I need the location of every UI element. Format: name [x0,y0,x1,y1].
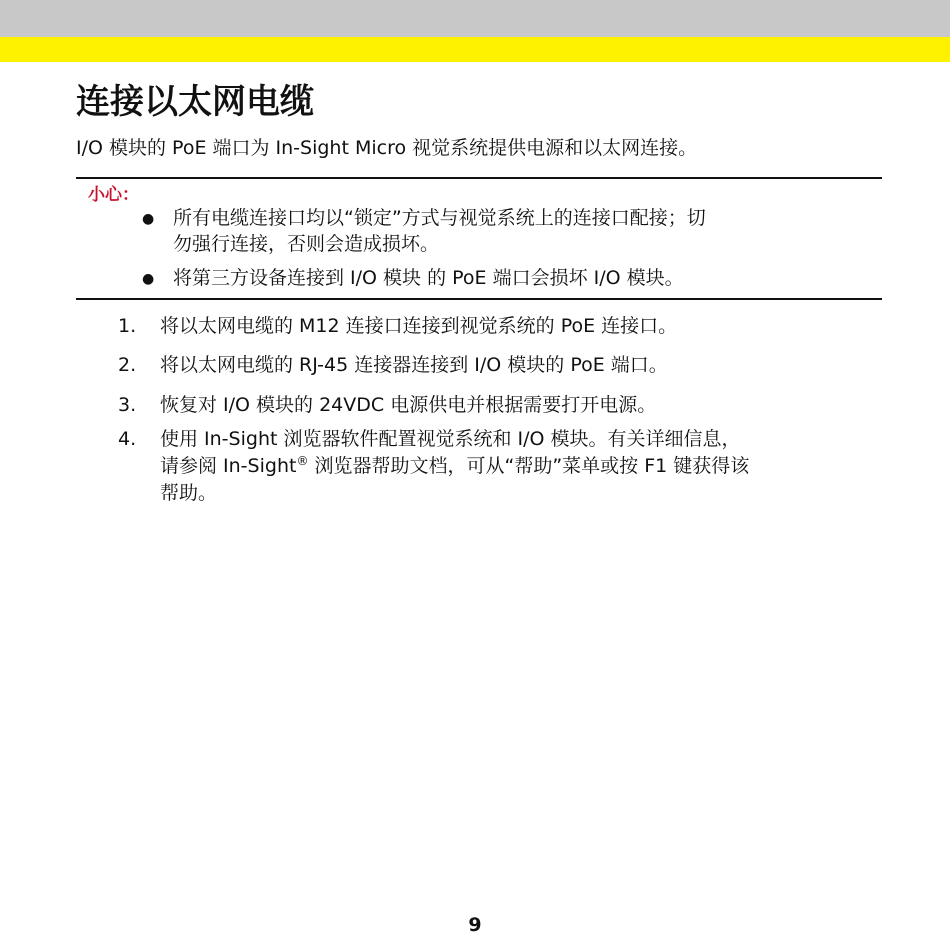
step-4-number: 4. [118,428,137,450]
caution-item-1-line-1: 所有电缆连接口均以“锁定”方式与视觉系统上的连接口配接；切 [173,207,706,229]
caution-top-rule [76,177,882,179]
step-1-text: 将以太网电缆的 M12 连接口连接到视觉系统的 PoE 连接口。 [160,315,678,337]
page-title: 连接以太网电缆 [76,82,314,122]
step-3-text: 恢复对 I/O 模块的 24VDC 电源供电并根据需要打开电源。 [160,394,657,416]
intro-paragraph: I/O 模块的 PoE 端口为 In-Sight Micro 视觉系统提供电源和以太网连接。 [76,137,698,159]
step-3-number: 3. [118,394,137,416]
step-4-line-1: 使用 In-Sight 浏览器软件配置视觉系统和 I/O 模块。有关详细信息， [160,428,741,450]
registered-mark: ® [296,454,309,468]
step-2-text: 将以太网电缆的 RJ-45 连接器连接到 I/O 模块的 PoE 端口。 [160,354,668,376]
caution-item-1-line-2: 勿强行连接，否则会造成损坏。 [173,233,440,255]
header-gray-band [0,0,950,37]
bullet-marker: ● [142,271,155,287]
step-2-number: 2. [118,354,137,376]
step-4-line-3: 帮助。 [160,482,218,504]
step-1-number: 1. [118,315,137,337]
bullet-marker: ● [142,211,155,227]
caution-bottom-rule [76,298,882,300]
step-4-line-2-end: 浏览器帮助文档，可从“帮助”菜单或按 F1 键获得该 [308,455,750,477]
header-yellow-band [0,37,950,62]
step-4-line-2-start: 请参阅 In-Sight [160,455,297,477]
step-4-line-2 [160,452,749,480]
page-number: 9 [468,914,482,936]
caution-label: 小心： [88,185,139,205]
caution-item-2: 将第三方设备连接到 I/O 模块 的 PoE 端口会损坏 I/O 模块。 [173,267,684,289]
